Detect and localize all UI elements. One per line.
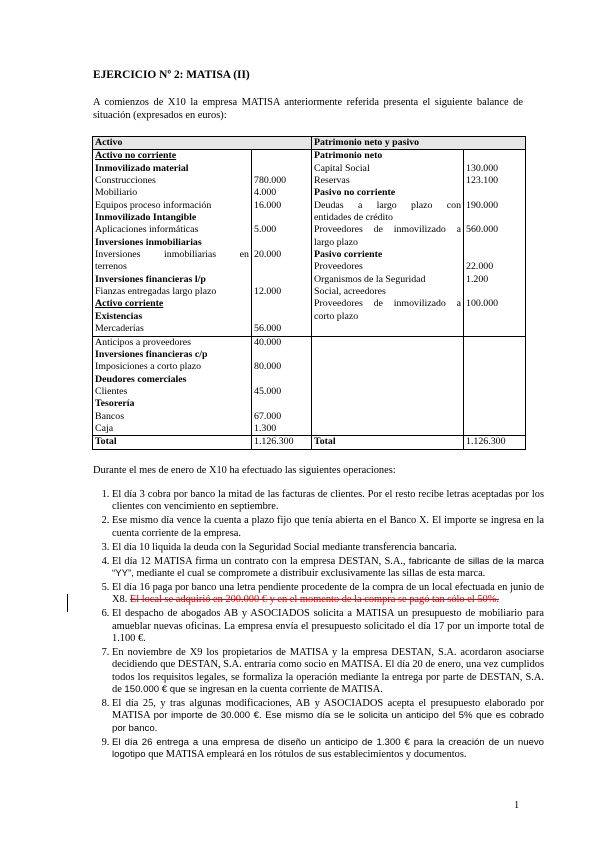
table-row xyxy=(93,423,526,436)
empty-cell xyxy=(312,349,464,361)
amount-cell: 130.000 xyxy=(464,163,526,175)
label-cell: Reservas xyxy=(312,175,464,187)
label-cell: Inmovilizado Intangible xyxy=(93,212,252,224)
empty-cell xyxy=(464,411,526,423)
label-cell: Bancos xyxy=(93,411,252,423)
label-cell: Deudas a largo plazo con xyxy=(312,200,464,212)
empty-cell xyxy=(312,336,464,349)
op-text: El día 16 paga por banco una letra pendiente procedente de la compra de un local efectuada en junio de X8. xyxy=(112,581,544,606)
op-text: se ingresan en la cuenta corriente de MATISA. xyxy=(185,684,383,696)
label-cell: Inversiones inmobiliarias en xyxy=(93,249,252,261)
list-item xyxy=(112,489,544,514)
label-cell: Fianzas entregadas largo plazo xyxy=(93,286,252,298)
label-cell: Existencias xyxy=(93,311,252,323)
table-row xyxy=(93,150,526,163)
amount-cell: 12.000 xyxy=(252,286,312,298)
op-text-deleted: El local se adquirió en 200.000 € y en el momento de la compra se pagó tan sólo el 50%. xyxy=(129,594,499,606)
label-cell: entidades de crédito xyxy=(312,212,464,224)
label-cell: largo plazo xyxy=(312,237,464,249)
label-cell: corto plazo xyxy=(312,311,464,323)
amount-cell xyxy=(464,237,526,249)
table-row xyxy=(93,261,526,273)
empty-cell xyxy=(464,349,526,361)
empty-cell xyxy=(312,423,464,436)
label-cell: Proveedores xyxy=(312,261,464,273)
table-row xyxy=(93,311,526,323)
balance-sheet-table xyxy=(92,136,526,450)
amount-cell: 1.126.300 xyxy=(252,436,312,449)
table-row xyxy=(93,175,526,187)
amount-cell: 123.100 xyxy=(464,175,526,187)
op-text-edited: 150.000 € que xyxy=(124,684,186,696)
empty-cell xyxy=(312,398,464,410)
table-row xyxy=(93,411,526,423)
op-text: El día 25, y tras algunas modificaciones, AB y ASOCIADOS acepta el presupuesto elaborado por MATISA xyxy=(112,698,544,722)
amount-cell: 1.300 xyxy=(252,423,312,436)
label-cell: Patrimonio neto xyxy=(312,150,464,163)
amount-cell: 4.000 xyxy=(252,187,312,199)
label-cell: Total xyxy=(93,436,252,449)
empty-cell xyxy=(464,386,526,398)
table-row xyxy=(93,249,526,261)
table-row xyxy=(93,374,526,386)
amount-cell: 45.000 xyxy=(252,386,312,398)
total-row xyxy=(93,436,526,449)
table-row xyxy=(93,298,526,310)
op-text: El despacho de abogados AB y ASOCIADOS solicita a MATISA un presupuesto de mobiliario para amueblar nuevas oficinas. La empresa envía el presupuesto solicitado el día 17 por un importe total de 1.100 €. xyxy=(112,608,544,644)
table-row xyxy=(93,361,526,373)
amount-cell: 16.000 xyxy=(252,200,312,212)
label-cell: Organismos de la Seguridad xyxy=(312,274,464,286)
label-cell: Pasivo corriente xyxy=(312,249,464,261)
table-row xyxy=(93,237,526,249)
table-row xyxy=(93,398,526,410)
amount-cell: 1.200 xyxy=(464,274,526,286)
label-cell xyxy=(312,323,464,336)
amount-cell xyxy=(464,187,526,199)
op-text-edited: por importe de 30.000 €. Ese mismo día se le solicita un anticipo del 5% que es cobrado por banco. xyxy=(112,710,544,734)
amount-cell xyxy=(252,212,312,224)
table-row xyxy=(93,224,526,236)
amount-cell: 560.000 xyxy=(464,224,526,236)
header-patrimonio: Patrimonio neto y pasivo xyxy=(312,137,526,150)
amount-cell xyxy=(252,261,312,273)
table-row xyxy=(93,336,526,349)
empty-cell xyxy=(464,423,526,436)
list-item xyxy=(112,582,544,607)
amount-cell xyxy=(252,163,312,175)
amount-cell xyxy=(252,349,312,361)
label-cell: Anticipos a proveedores xyxy=(93,336,252,349)
label-cell: Social, acreedores xyxy=(312,286,464,298)
label-cell: Tesorería xyxy=(93,398,252,410)
amount-cell: 100.000 xyxy=(464,298,526,310)
amount-cell xyxy=(252,311,312,323)
label-cell: Pasivo no corriente xyxy=(312,187,464,199)
revision-bar xyxy=(67,594,68,612)
op-text: El día 10 liquida la deuda con la Seguridad Social mediante transferencia bancaria. xyxy=(112,541,457,553)
label-cell: Total xyxy=(312,436,464,449)
op-text: que MATISA empleará en los rótulos de sus establecimientos y documentos. xyxy=(145,749,467,761)
list-item xyxy=(112,542,544,554)
op-text-edited: El día 26 entrega a una empresa de diseño un anticipo de 1.300 € para la creación de un nuevo logotipo xyxy=(112,736,544,761)
intro-paragraph: A comienzos de X10 la empresa MATISA anteriormente referida presenta el siguiente balance de situación (expresados en euros): xyxy=(93,97,523,121)
empty-cell xyxy=(312,361,464,373)
header-activo: Activo xyxy=(93,137,312,150)
amount-cell: 20.000 xyxy=(252,249,312,261)
amount-cell xyxy=(464,323,526,336)
op-text-edited: fabricante de sillas de la marca “YY”, xyxy=(112,555,545,579)
empty-cell xyxy=(312,374,464,386)
empty-cell xyxy=(312,411,464,423)
label-cell: Imposiciones a corto plazo xyxy=(93,361,252,373)
op-text: En noviembre de X9 los propietarios de MATISA y la empresa DESTAN, S.A. acordaron asociarse decidiendo que DESTAN, S.A. entraría como socio en MATISA. El día 20 de enero, una vez cumplidos todos los requisitos legales, se formaliza la operación mediante la entrega por parte de DESTAN, S.A. de xyxy=(112,646,544,696)
op-text: El día 3 cobra por banco la mitad de las facturas de clientes. Por el resto recibe letras aceptadas por los clientes con vencimiento en septiembre. xyxy=(112,489,544,513)
amount-cell xyxy=(252,298,312,310)
list-item xyxy=(112,647,544,697)
operations-list xyxy=(93,489,544,763)
label-cell: Equipos proceso información xyxy=(93,200,252,212)
label-cell: Inversiones inmobiliarias xyxy=(93,237,252,249)
operations-intro: Durante el mes de enero de X10 ha efectuado las siguientes operaciones: xyxy=(93,465,396,476)
amount-cell xyxy=(464,311,526,323)
op-text: Ese mismo día vence la cuenta a plazo fijo que tenía abierta en el Banco X. El importe se ingresa en la cuenta corriente de la empresa. xyxy=(112,515,544,539)
empty-cell xyxy=(312,386,464,398)
label-cell: Inversiones financieras l/p xyxy=(93,274,252,286)
table-header-row xyxy=(93,137,526,150)
label-cell: Caja xyxy=(93,423,252,436)
label-cell: Clientes xyxy=(93,386,252,398)
empty-cell xyxy=(464,336,526,349)
label-cell: Proveedores de inmovilizado a xyxy=(312,298,464,310)
label-cell: Capital Social xyxy=(312,163,464,175)
exercise-title: EJERCICIO Nº 2: MATISA (II) xyxy=(93,69,250,81)
amount-cell: 22.000 xyxy=(464,261,526,273)
table-row xyxy=(93,163,526,175)
label-cell: Mobiliario xyxy=(93,187,252,199)
label-cell: Deudores comerciales xyxy=(93,374,252,386)
label-cell: Proveedores de inmovilizado a xyxy=(312,224,464,236)
list-item xyxy=(112,515,544,540)
label-cell: Activo corriente xyxy=(93,298,252,310)
amount-cell: 56.000 xyxy=(252,323,312,336)
table-row xyxy=(93,200,526,212)
label-cell: Aplicaciones informáticas xyxy=(93,224,252,236)
label-cell: Construcciones xyxy=(93,175,252,187)
amount-cell: 67.000 xyxy=(252,411,312,423)
amount-cell xyxy=(464,212,526,224)
page-number: 1 xyxy=(514,800,520,811)
list-item xyxy=(112,737,544,762)
table-row xyxy=(93,187,526,199)
table-row xyxy=(93,323,526,336)
table-row xyxy=(93,286,526,298)
amount-cell xyxy=(464,150,526,163)
label-cell: Inmovilizado material xyxy=(93,163,252,175)
amount-cell: 190.000 xyxy=(464,200,526,212)
label-cell: Inversiones financieras c/p xyxy=(93,349,252,361)
amount-cell xyxy=(252,374,312,386)
empty-cell xyxy=(464,374,526,386)
table-row xyxy=(93,212,526,224)
amount-cell xyxy=(252,150,312,163)
list-item xyxy=(112,698,544,735)
op-text: mediante el cual se compromete a distribuir exclusivamente las sillas de esta marca. xyxy=(133,567,486,579)
amount-cell xyxy=(252,237,312,249)
amount-cell: 5.000 xyxy=(252,224,312,236)
table-row xyxy=(93,349,526,361)
label-cell: Mercaderías xyxy=(93,323,252,336)
amount-cell xyxy=(464,249,526,261)
amount-cell: 80.000 xyxy=(252,361,312,373)
list-item xyxy=(112,608,544,645)
table-row xyxy=(93,386,526,398)
list-item xyxy=(112,556,544,581)
empty-cell xyxy=(464,398,526,410)
label-cell: Activo no corriente xyxy=(93,150,252,163)
amount-cell: 780.000 xyxy=(252,175,312,187)
amount-cell xyxy=(252,398,312,410)
op-text: El día 12 MATISA firma un contrato con la empresa DESTAN, S.A., xyxy=(112,555,409,567)
empty-cell xyxy=(464,361,526,373)
amount-cell xyxy=(464,286,526,298)
label-cell: terrenos xyxy=(93,261,252,273)
amount-cell: 1.126.300 xyxy=(464,436,526,449)
table-row xyxy=(93,274,526,286)
amount-cell: 40.000 xyxy=(252,336,312,349)
amount-cell xyxy=(252,274,312,286)
